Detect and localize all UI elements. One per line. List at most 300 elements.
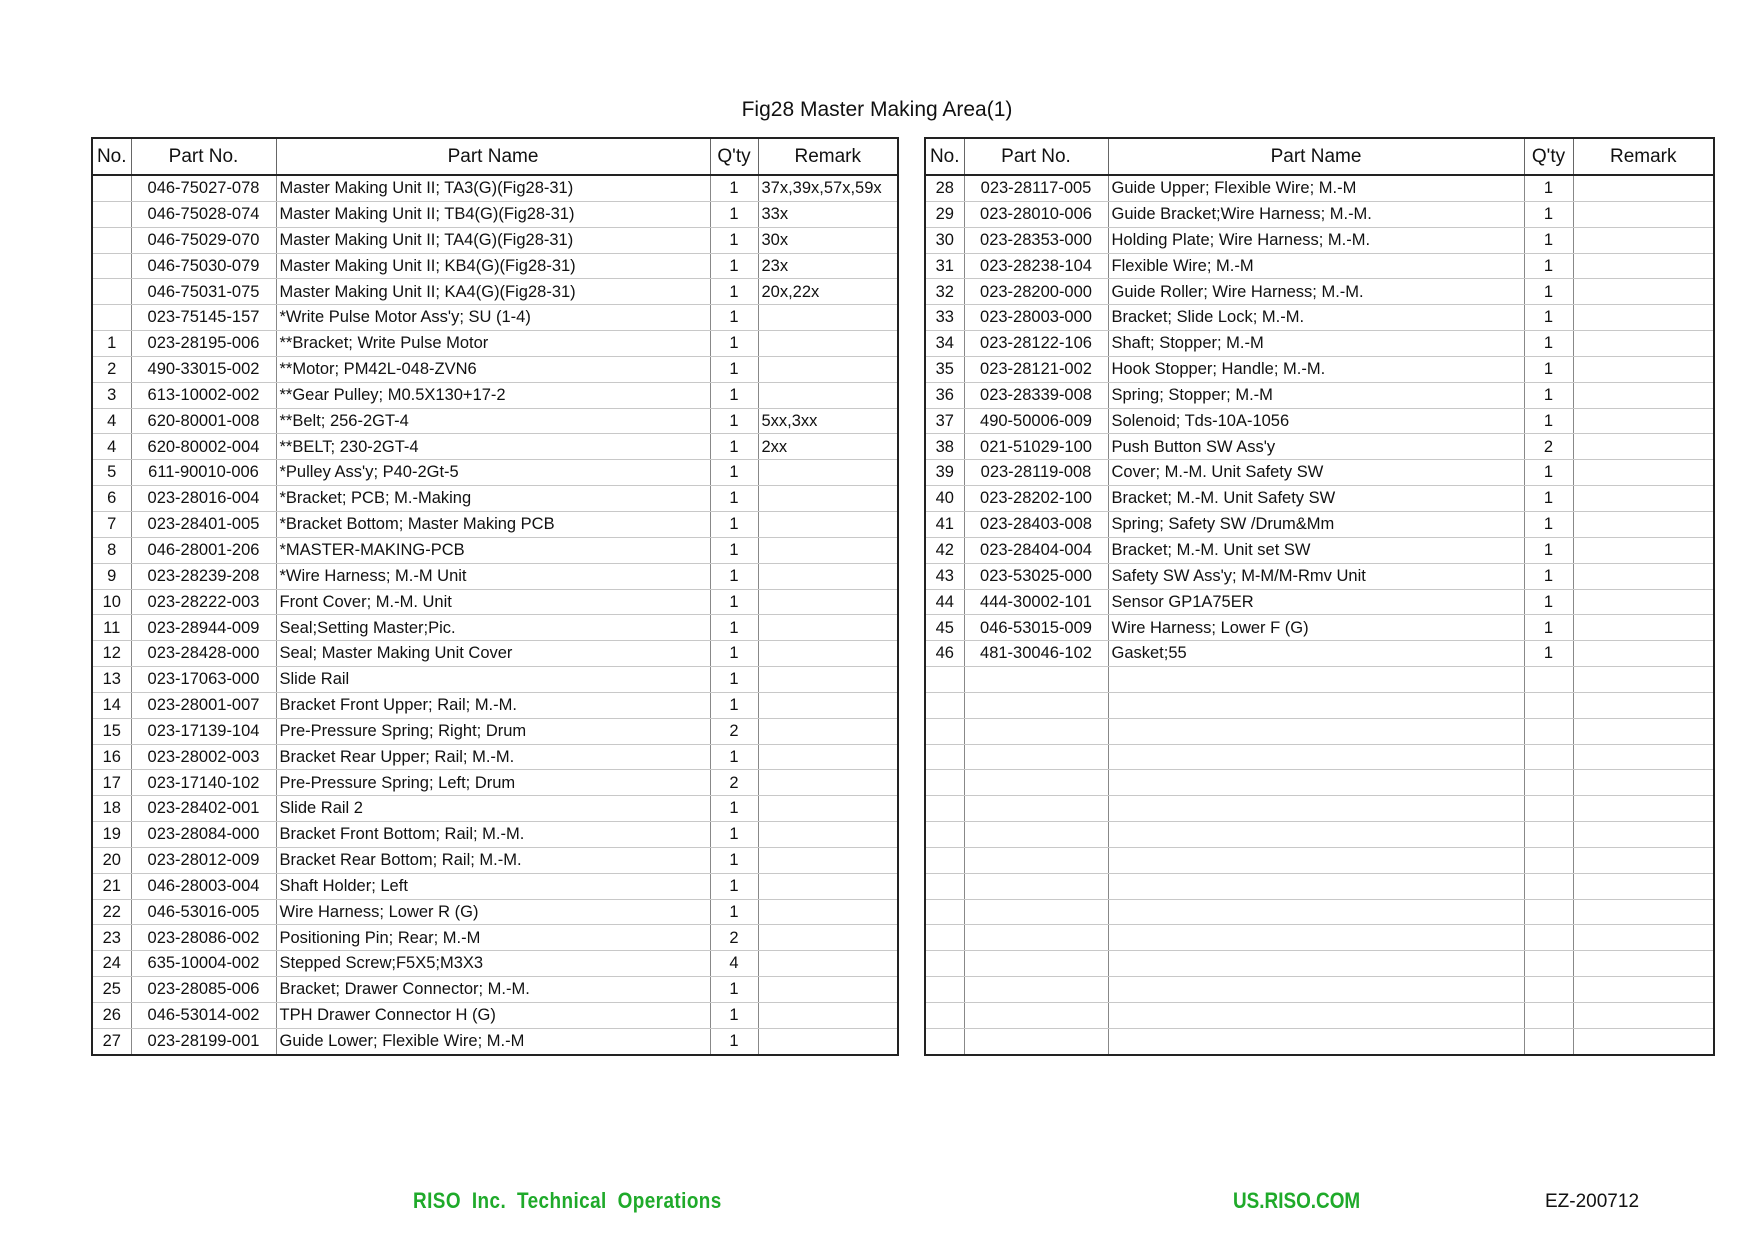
cell-part-name: Front Cover; M.-M. Unit — [276, 589, 710, 615]
table-row — [925, 305, 1714, 331]
cell-part-name — [1108, 692, 1524, 718]
table-row — [925, 692, 1714, 718]
table-row — [925, 951, 1714, 977]
cell-part-name — [1108, 847, 1524, 873]
cell-item-no: 2 — [92, 356, 131, 382]
cell-part-no: 023-17063-000 — [131, 667, 276, 693]
cell-part-name — [1108, 822, 1524, 848]
cell-item-no — [925, 744, 964, 770]
cell-part-no: 023-28086-002 — [131, 925, 276, 951]
cell-part-name: Stepped Screw;F5X5;M3X3 — [276, 951, 710, 977]
cell-part-no — [964, 951, 1108, 977]
cell-remark — [1573, 977, 1714, 1003]
column-header-part-no: Part No. — [964, 138, 1108, 175]
cell-item-no: 15 — [92, 718, 131, 744]
table-row — [92, 873, 898, 899]
cell-remark — [758, 951, 898, 977]
table-row — [92, 589, 898, 615]
cell-part-no: 023-28012-009 — [131, 847, 276, 873]
cell-part-name: Bracket Front Bottom; Rail; M.-M. — [276, 822, 710, 848]
cell-item-no: 36 — [925, 382, 964, 408]
cell-qty: 1 — [710, 511, 758, 537]
cell-item-no: 9 — [92, 563, 131, 589]
cell-remark — [1573, 434, 1714, 460]
cell-part-name: *Wire Harness; M.-M Unit — [276, 563, 710, 589]
table-row — [925, 667, 1714, 693]
cell-item-no — [925, 822, 964, 848]
cell-part-no: 023-28117-005 — [964, 175, 1108, 201]
cell-remark — [758, 460, 898, 486]
cell-item-no — [925, 977, 964, 1003]
table-row — [925, 486, 1714, 512]
cell-remark — [758, 1028, 898, 1054]
table-row — [925, 925, 1714, 951]
cell-part-no — [964, 925, 1108, 951]
cell-qty: 1 — [1524, 486, 1573, 512]
cell-remark — [1573, 796, 1714, 822]
cell-part-no: 023-28222-003 — [131, 589, 276, 615]
cell-part-no: 021-51029-100 — [964, 434, 1108, 460]
cell-item-no: 19 — [92, 822, 131, 848]
cell-part-name: Bracket; Drawer Connector; M.-M. — [276, 977, 710, 1003]
cell-part-no: 620-80002-004 — [131, 434, 276, 460]
cell-part-no: 023-28403-008 — [964, 511, 1108, 537]
cell-item-no: 45 — [925, 615, 964, 641]
cell-part-no: 023-28122-106 — [964, 331, 1108, 357]
table-row — [925, 873, 1714, 899]
cell-qty — [1524, 692, 1573, 718]
footer-website-link[interactable]: US.RISO.COM — [1233, 1188, 1361, 1213]
cell-item-no — [92, 227, 131, 253]
cell-remark — [758, 796, 898, 822]
cell-part-no: 635-10004-002 — [131, 951, 276, 977]
cell-part-name: Bracket Rear Bottom; Rail; M.-M. — [276, 847, 710, 873]
cell-item-no — [925, 873, 964, 899]
cell-part-name: Solenoid; Tds-10A-1056 — [1108, 408, 1524, 434]
cell-part-name: **BELT; 230-2GT-4 — [276, 434, 710, 460]
cell-qty: 1 — [710, 227, 758, 253]
cell-item-no: 14 — [92, 692, 131, 718]
cell-item-no — [925, 1003, 964, 1029]
cell-part-name — [1108, 667, 1524, 693]
cell-part-no — [964, 770, 1108, 796]
cell-qty: 1 — [710, 408, 758, 434]
cell-qty: 1 — [1524, 641, 1573, 667]
cell-part-name: **Belt; 256-2GT-4 — [276, 408, 710, 434]
cell-remark — [1573, 356, 1714, 382]
cell-qty — [1524, 977, 1573, 1003]
cell-qty: 1 — [710, 305, 758, 331]
cell-part-name: **Motor; PM42L-048-ZVN6 — [276, 356, 710, 382]
cell-qty: 1 — [1524, 175, 1573, 201]
table-row — [925, 977, 1714, 1003]
footer-document-code: EZ-200712 — [1545, 1191, 1640, 1212]
cell-qty: 1 — [710, 667, 758, 693]
cell-part-name: Wire Harness; Lower R (G) — [276, 899, 710, 925]
cell-item-no: 20 — [92, 847, 131, 873]
table-row — [925, 382, 1714, 408]
cell-remark — [758, 744, 898, 770]
cell-part-no — [964, 667, 1108, 693]
cell-remark — [1573, 331, 1714, 357]
cell-item-no: 5 — [92, 460, 131, 486]
cell-qty: 1 — [1524, 589, 1573, 615]
cell-item-no: 10 — [92, 589, 131, 615]
cell-item-no: 4 — [92, 434, 131, 460]
table-row — [92, 899, 898, 925]
cell-item-no: 35 — [925, 356, 964, 382]
cell-qty — [1524, 718, 1573, 744]
cell-qty: 1 — [710, 434, 758, 460]
cell-remark — [1573, 1028, 1714, 1054]
cell-part-no: 023-28238-104 — [964, 253, 1108, 279]
cell-remark — [758, 305, 898, 331]
cell-remark — [1573, 227, 1714, 253]
column-header-part-no: Part No. — [131, 138, 276, 175]
cell-remark: 37x,39x,57x,59x — [758, 175, 898, 201]
cell-part-no — [964, 692, 1108, 718]
cell-part-no: 046-28001-206 — [131, 537, 276, 563]
table-row — [92, 744, 898, 770]
cell-item-no: 18 — [92, 796, 131, 822]
table-row — [925, 201, 1714, 227]
cell-part-name: Master Making Unit II; KA4(G)(Fig28-31) — [276, 279, 710, 305]
cell-part-name: Pre-Pressure Spring; Left; Drum — [276, 770, 710, 796]
cell-part-name — [1108, 925, 1524, 951]
cell-qty — [1524, 770, 1573, 796]
cell-part-no: 046-53015-009 — [964, 615, 1108, 641]
cell-item-no: 41 — [925, 511, 964, 537]
cell-qty: 1 — [710, 692, 758, 718]
cell-item-no — [92, 201, 131, 227]
cell-qty: 1 — [710, 1003, 758, 1029]
cell-qty: 1 — [710, 847, 758, 873]
cell-item-no: 7 — [92, 511, 131, 537]
cell-part-name: Holding Plate; Wire Harness; M.-M. — [1108, 227, 1524, 253]
cell-part-name: Positioning Pin; Rear; M.-M — [276, 925, 710, 951]
cell-part-no — [964, 899, 1108, 925]
column-header-qty: Q'ty — [1524, 138, 1573, 175]
cell-item-no — [92, 175, 131, 201]
cell-qty: 1 — [710, 201, 758, 227]
table-row — [92, 201, 898, 227]
cell-part-no: 046-75028-074 — [131, 201, 276, 227]
cell-part-name: Pre-Pressure Spring; Right; Drum — [276, 718, 710, 744]
cell-remark — [1573, 770, 1714, 796]
cell-remark — [758, 925, 898, 951]
cell-part-name: Guide Lower; Flexible Wire; M.-M — [276, 1028, 710, 1054]
cell-part-no: 444-30002-101 — [964, 589, 1108, 615]
cell-remark — [1573, 460, 1714, 486]
cell-item-no: 33 — [925, 305, 964, 331]
table-row — [92, 511, 898, 537]
cell-item-no: 17 — [92, 770, 131, 796]
cell-remark — [758, 641, 898, 667]
cell-part-no: 023-28239-208 — [131, 563, 276, 589]
cell-part-name: TPH Drawer Connector H (G) — [276, 1003, 710, 1029]
cell-qty: 1 — [710, 1028, 758, 1054]
cell-part-no — [964, 744, 1108, 770]
cell-part-no: 023-28003-000 — [964, 305, 1108, 331]
cell-qty: 1 — [1524, 537, 1573, 563]
table-row — [92, 770, 898, 796]
cell-part-name: Bracket; Slide Lock; M.-M. — [1108, 305, 1524, 331]
table-row — [925, 641, 1714, 667]
cell-item-no: 6 — [92, 486, 131, 512]
cell-part-name: Seal;Setting Master;Pic. — [276, 615, 710, 641]
cell-item-no — [92, 279, 131, 305]
cell-item-no: 40 — [925, 486, 964, 512]
cell-remark — [1573, 744, 1714, 770]
cell-part-name — [1108, 796, 1524, 822]
cell-remark — [1573, 175, 1714, 201]
cell-item-no — [925, 847, 964, 873]
column-header-no: No. — [92, 138, 131, 175]
cell-part-no — [964, 977, 1108, 1003]
cell-item-no: 46 — [925, 641, 964, 667]
cell-qty: 1 — [1524, 511, 1573, 537]
cell-part-name — [1108, 718, 1524, 744]
cell-remark: 20x,22x — [758, 279, 898, 305]
cell-part-name: Guide Bracket;Wire Harness; M.-M. — [1108, 201, 1524, 227]
cell-remark — [1573, 1003, 1714, 1029]
cell-qty: 2 — [710, 770, 758, 796]
table-row — [925, 460, 1714, 486]
cell-part-no: 613-10002-002 — [131, 382, 276, 408]
cell-remark — [758, 847, 898, 873]
cell-part-name: *Bracket Bottom; Master Making PCB — [276, 511, 710, 537]
table-row — [92, 486, 898, 512]
table-row — [92, 1028, 898, 1054]
cell-part-no: 023-28199-001 — [131, 1028, 276, 1054]
table-row — [925, 615, 1714, 641]
table-row — [925, 770, 1714, 796]
cell-qty: 1 — [1524, 305, 1573, 331]
table-row — [92, 563, 898, 589]
cell-part-name: Seal; Master Making Unit Cover — [276, 641, 710, 667]
cell-qty — [1524, 1028, 1573, 1054]
cell-part-name: *MASTER-MAKING-PCB — [276, 537, 710, 563]
cell-part-no: 023-28119-008 — [964, 460, 1108, 486]
cell-part-name: **Bracket; Write Pulse Motor — [276, 331, 710, 357]
cell-qty — [1524, 873, 1573, 899]
parts-table-right — [924, 137, 1715, 1056]
column-header-qty: Q'ty — [710, 138, 758, 175]
cell-remark — [1573, 822, 1714, 848]
parts-table-right-body — [925, 175, 1714, 1055]
cell-remark — [1573, 615, 1714, 641]
cell-part-name: Slide Rail 2 — [276, 796, 710, 822]
cell-part-no: 023-28121-002 — [964, 356, 1108, 382]
table-row — [925, 796, 1714, 822]
table-row — [92, 537, 898, 563]
cell-qty: 1 — [1524, 563, 1573, 589]
cell-remark — [1573, 899, 1714, 925]
cell-remark — [1573, 305, 1714, 331]
cell-remark — [1573, 486, 1714, 512]
cell-part-no — [964, 718, 1108, 744]
cell-item-no — [925, 667, 964, 693]
cell-part-name: Cover; M.-M. Unit Safety SW — [1108, 460, 1524, 486]
cell-item-no: 4 — [92, 408, 131, 434]
cell-part-name: Guide Upper; Flexible Wire; M.-M — [1108, 175, 1524, 201]
cell-part-no: 023-28353-000 — [964, 227, 1108, 253]
cell-part-no: 023-28202-100 — [964, 486, 1108, 512]
cell-item-no: 39 — [925, 460, 964, 486]
cell-part-name — [1108, 1003, 1524, 1029]
cell-item-no: 24 — [92, 951, 131, 977]
cell-part-name: Sensor GP1A75ER — [1108, 589, 1524, 615]
cell-part-name: Spring; Stopper; M.-M — [1108, 382, 1524, 408]
cell-qty: 1 — [710, 744, 758, 770]
cell-remark — [758, 537, 898, 563]
table-header-row — [92, 138, 898, 175]
cell-item-no: 3 — [92, 382, 131, 408]
cell-qty — [1524, 925, 1573, 951]
cell-part-name: Master Making Unit II; TA3(G)(Fig28-31) — [276, 175, 710, 201]
cell-item-no: 22 — [92, 899, 131, 925]
cell-part-no: 023-28428-000 — [131, 641, 276, 667]
cell-part-no: 490-33015-002 — [131, 356, 276, 382]
cell-item-no: 42 — [925, 537, 964, 563]
table-row — [92, 175, 898, 201]
cell-part-no: 023-53025-000 — [964, 563, 1108, 589]
parts-table-left — [91, 137, 899, 1056]
cell-remark — [1573, 563, 1714, 589]
cell-item-no — [92, 253, 131, 279]
cell-qty: 1 — [710, 977, 758, 1003]
cell-part-no: 023-75145-157 — [131, 305, 276, 331]
cell-item-no: 32 — [925, 279, 964, 305]
cell-part-no: 023-28085-006 — [131, 977, 276, 1003]
table-row — [92, 434, 898, 460]
cell-part-no: 620-80001-008 — [131, 408, 276, 434]
cell-remark — [1573, 382, 1714, 408]
cell-part-name: Bracket; M.-M. Unit set SW — [1108, 537, 1524, 563]
cell-part-name: Hook Stopper; Handle; M.-M. — [1108, 356, 1524, 382]
cell-part-no: 023-17140-102 — [131, 770, 276, 796]
cell-remark — [1573, 201, 1714, 227]
cell-item-no: 37 — [925, 408, 964, 434]
cell-qty: 1 — [1524, 408, 1573, 434]
column-header-remark: Remark — [1573, 138, 1714, 175]
table-row — [92, 305, 898, 331]
table-row — [92, 822, 898, 848]
cell-item-no: 1 — [92, 331, 131, 357]
table-row — [925, 511, 1714, 537]
cell-part-no: 046-53014-002 — [131, 1003, 276, 1029]
cell-part-no: 046-75027-078 — [131, 175, 276, 201]
cell-part-name: Guide Roller; Wire Harness; M.-M. — [1108, 279, 1524, 305]
cell-remark — [758, 356, 898, 382]
table-header-row — [925, 138, 1714, 175]
cell-remark — [758, 822, 898, 848]
table-row — [92, 796, 898, 822]
footer-company-name: RISO Inc. Technical Operations — [413, 1188, 722, 1213]
table-row — [925, 434, 1714, 460]
cell-remark — [758, 1003, 898, 1029]
table-row — [925, 408, 1714, 434]
cell-part-name: *Bracket; PCB; M.-Making — [276, 486, 710, 512]
cell-remark — [1573, 589, 1714, 615]
cell-qty: 1 — [710, 899, 758, 925]
cell-qty: 1 — [710, 175, 758, 201]
cell-part-no: 023-28200-000 — [964, 279, 1108, 305]
cell-item-no: 8 — [92, 537, 131, 563]
cell-qty — [1524, 951, 1573, 977]
cell-remark — [758, 873, 898, 899]
cell-qty: 1 — [1524, 227, 1573, 253]
cell-qty — [1524, 1003, 1573, 1029]
cell-part-no — [964, 847, 1108, 873]
cell-remark — [1573, 667, 1714, 693]
cell-qty: 1 — [1524, 279, 1573, 305]
cell-part-no: 023-28944-009 — [131, 615, 276, 641]
cell-part-no: 046-53016-005 — [131, 899, 276, 925]
cell-item-no: 30 — [925, 227, 964, 253]
table-row — [92, 356, 898, 382]
column-header-no: No. — [925, 138, 964, 175]
cell-remark: 2xx — [758, 434, 898, 460]
cell-remark — [1573, 641, 1714, 667]
column-header-remark: Remark — [758, 138, 898, 175]
table-row — [92, 667, 898, 693]
cell-item-no — [925, 770, 964, 796]
table-row — [925, 227, 1714, 253]
cell-part-no — [964, 873, 1108, 899]
parts-table-left-body — [92, 175, 898, 1055]
cell-remark — [1573, 873, 1714, 899]
cell-qty: 1 — [710, 331, 758, 357]
cell-remark — [758, 589, 898, 615]
cell-qty: 2 — [710, 718, 758, 744]
cell-qty: 4 — [710, 951, 758, 977]
cell-part-no: 046-75029-070 — [131, 227, 276, 253]
cell-part-no — [964, 796, 1108, 822]
cell-part-name — [1108, 873, 1524, 899]
cell-part-name: Flexible Wire; M.-M — [1108, 253, 1524, 279]
cell-part-no — [964, 1003, 1108, 1029]
cell-qty: 1 — [710, 382, 758, 408]
cell-item-no: 21 — [92, 873, 131, 899]
table-row — [925, 1028, 1714, 1054]
table-row — [925, 1003, 1714, 1029]
cell-part-no: 023-17139-104 — [131, 718, 276, 744]
table-row — [92, 460, 898, 486]
table-row — [925, 847, 1714, 873]
cell-part-name — [1108, 899, 1524, 925]
cell-item-no: 29 — [925, 201, 964, 227]
table-row — [92, 227, 898, 253]
table-row — [92, 925, 898, 951]
table-row — [925, 899, 1714, 925]
cell-qty: 1 — [1524, 201, 1573, 227]
column-header-part-name: Part Name — [1108, 138, 1524, 175]
cell-qty: 1 — [710, 589, 758, 615]
cell-item-no: 38 — [925, 434, 964, 460]
table-row — [92, 382, 898, 408]
cell-qty: 1 — [1524, 253, 1573, 279]
cell-part-name: Master Making Unit II; TA4(G)(Fig28-31) — [276, 227, 710, 253]
cell-part-name: *Write Pulse Motor Ass'y; SU (1-4) — [276, 305, 710, 331]
table-row — [92, 977, 898, 1003]
cell-item-no: 31 — [925, 253, 964, 279]
cell-part-name: Push Button SW Ass'y — [1108, 434, 1524, 460]
cell-remark — [758, 331, 898, 357]
table-row — [925, 718, 1714, 744]
cell-qty: 2 — [710, 925, 758, 951]
table-row — [925, 822, 1714, 848]
